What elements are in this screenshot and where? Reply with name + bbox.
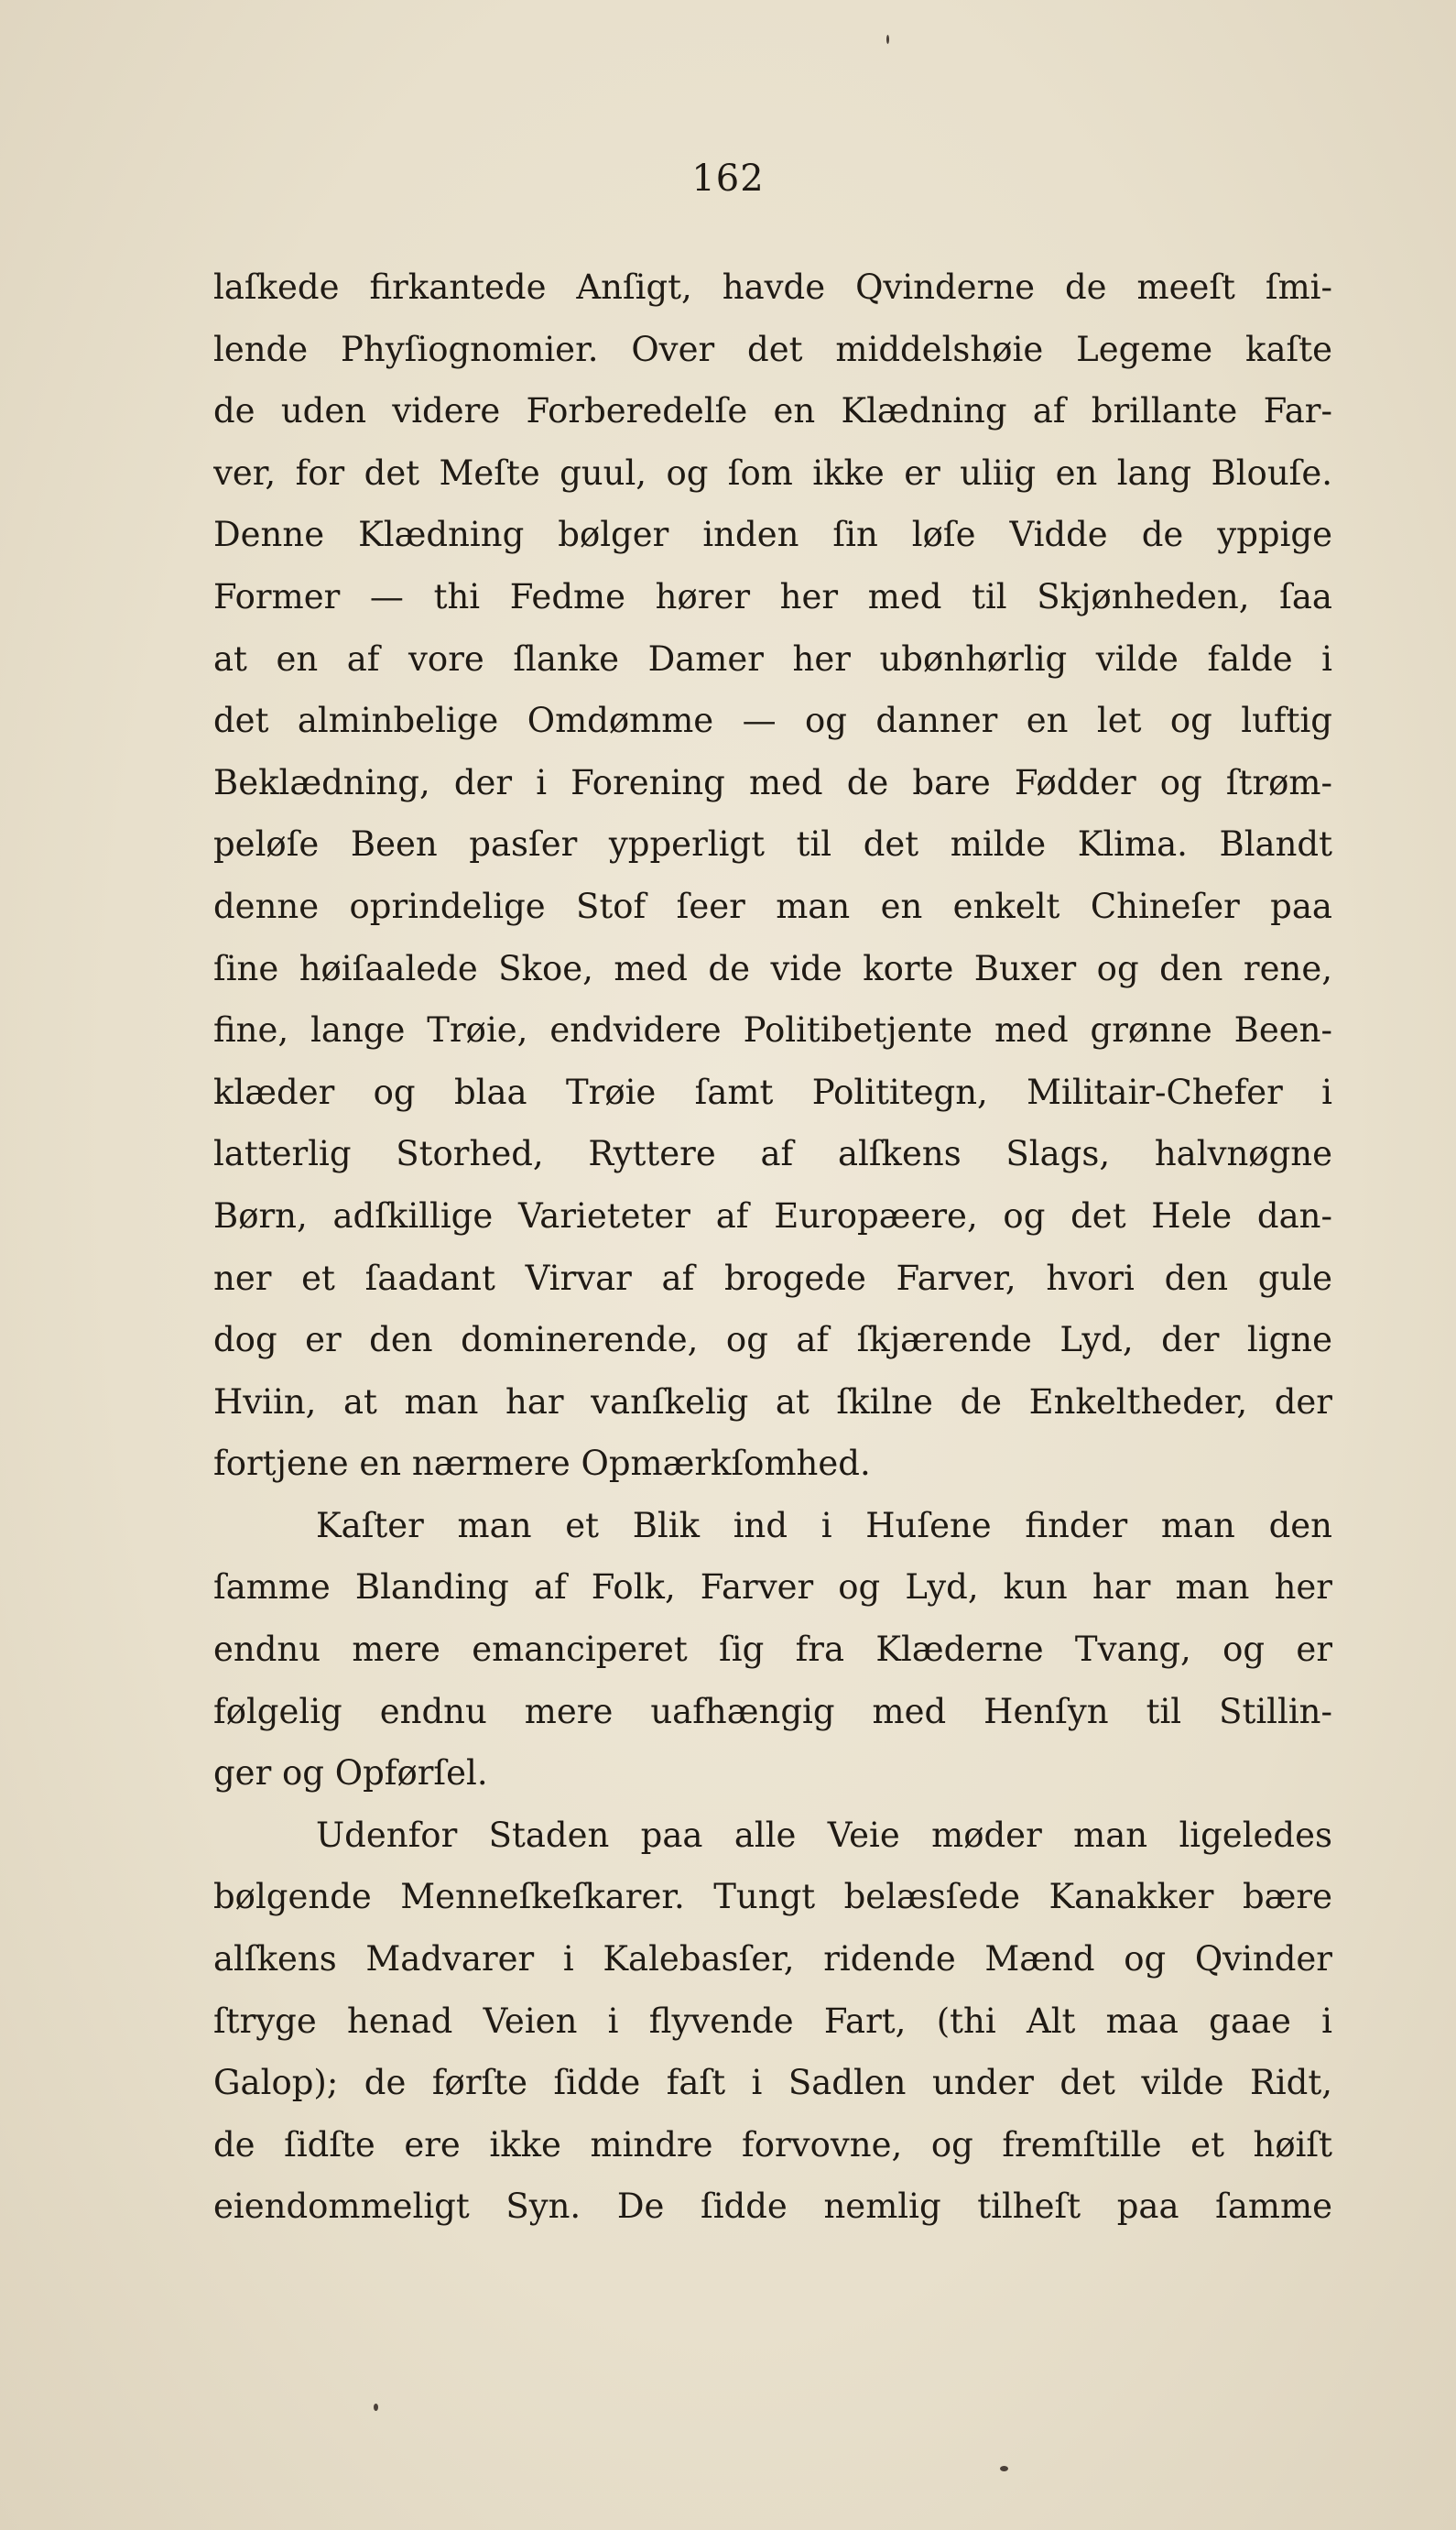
text-line: eiendommeligt Syn. De ſidde nemlig tilheſt paa ſamme — [213, 2186, 1332, 2227]
text-line: følgelig endnu mere uafhængig med Henſyn til Stillin- — [213, 1691, 1332, 1731]
text-line: fortjene en nærmere Opmærkſomhed. — [213, 1444, 871, 1484]
text-line: latterlig Storhed, Ryttere af alſkens Slags, halvnøgne — [213, 1134, 1332, 1174]
text-line: peløſe Been pasſer ypperligt til det milde Klima. Blandt — [213, 824, 1332, 865]
text-line: ger og Opførſel. — [213, 1753, 488, 1794]
page-number: 162 — [691, 158, 765, 200]
paper-speck — [1000, 2466, 1008, 2471]
text-line: ſamme Blanding af Folk, Farver og Lyd, kun har man her — [213, 1567, 1332, 1608]
text-line: de uden videre Forberedelſe en Klædning af brillante Far- — [213, 391, 1332, 431]
text-line: laſkede firkantede Anſigt, havde Qvinderne de meeſt ſmi- — [213, 267, 1332, 307]
text-line: at en af vore ſlanke Damer her ubønhørlig vilde falde i — [213, 638, 1332, 679]
text-line: det alminbelige Omdømme — og danner en let og luftig — [213, 701, 1332, 741]
text-line: Børn, adſkillige Varieteter af Europæere, og det Hele dan- — [213, 1195, 1332, 1236]
text-line: alſkens Madvarer i Kalebasſer, ridende Mænd og Qvinder — [213, 1939, 1332, 1979]
text-line: ner et ſaadant Virvar af brogede Farver, hvori den gule — [213, 1258, 1332, 1298]
body-text — [213, 256, 1332, 2238]
text-line: denne oprindelige Stof ſeer man en enkelt Chineſer paa — [213, 886, 1332, 926]
paper-speck — [886, 35, 889, 44]
text-line: dog er den dominerende, og af ſkjærende Lyd, der ligne — [213, 1320, 1332, 1360]
text-line: ſine høiſaalede Skoe, med de vide korte Buxer og den rene, — [213, 948, 1332, 988]
text-line: ver, for det Meſte guul, og ſom ikke er uliig en lang Blouſe. — [213, 453, 1332, 493]
paper-speck — [374, 2404, 378, 2411]
text-line: Former — thi Fedme hører her med til Skjønheden, ſaa — [213, 576, 1332, 616]
text-line: lende Phyſiognomier. Over det middelshøie Legeme kaſte — [213, 329, 1332, 369]
text-line: bølgende Menneſkeſkarer. Tungt belæsſede Kanakker bære — [213, 1877, 1332, 1917]
text-line: de ſidſte ere ikke mindre forvovne, og fremſtille et høiſt — [213, 2124, 1332, 2165]
text-line: ſtryge henad Veien i flyvende Fart, (thi Alt maa gaae i — [213, 2001, 1332, 2041]
text-line: Udenfor Staden paa alle Veie møder man ligeledes — [316, 1815, 1332, 1855]
text-line: fine, lange Trøie, endvidere Politibetjente med grønne Been- — [213, 1010, 1332, 1051]
text-line: endnu mere emanciperet ſig fra Klæderne Tvang, og er — [213, 1630, 1332, 1670]
text-line: Galop); de førſte ſidde faſt i Sadlen under det vilde Ridt, — [213, 2063, 1332, 2103]
text-line: Beklædning, der i Forening med de bare Fødder og ſtrøm- — [213, 762, 1332, 802]
text-line: klæder og blaa Trøie ſamt Polititegn, Militair-Chefer i — [213, 1072, 1332, 1112]
text-line: Kaſter man et Blik ind i Huſene finder man den — [316, 1505, 1332, 1545]
text-line: Denne Klædning bølger inden ſin løſe Vidde de yppige — [213, 515, 1332, 555]
text-line: Hviin, at man har vanſkelig at ſkilne de Enkeltheder, der — [213, 1381, 1332, 1422]
